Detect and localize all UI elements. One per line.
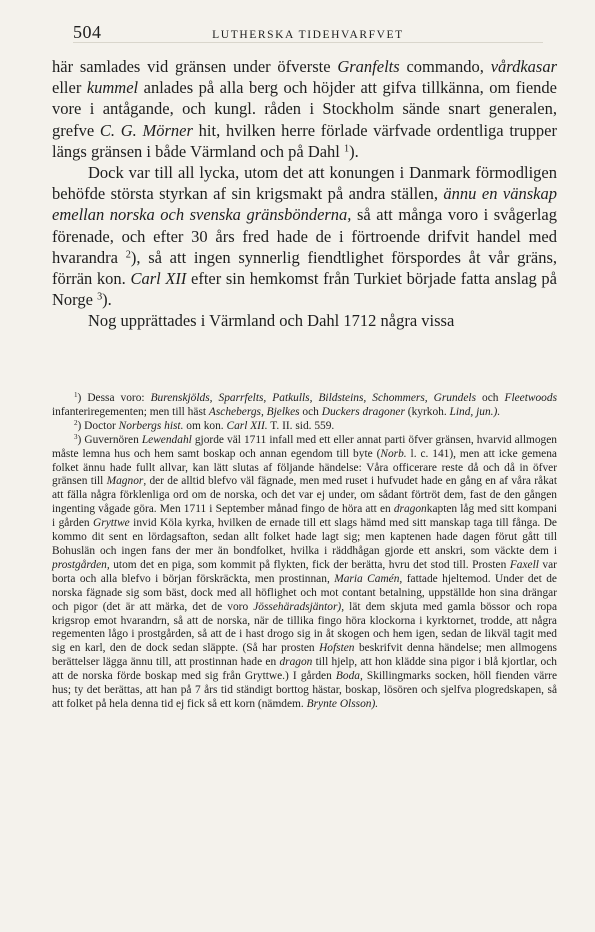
italic-text: Jössehäradsjäntor), xyxy=(253,600,345,613)
italic-text: prostgården, xyxy=(52,558,110,571)
running-title: LUTHERSKA TIDEHVARFVET xyxy=(212,29,404,41)
italic-text: Carl XII. xyxy=(226,419,268,432)
footnote-3 xyxy=(52,434,557,712)
text-run: Nog upprättades i Värmland och Dahl 1712 några vissa xyxy=(88,311,455,331)
text-run: invid Köla kyrka, hvilken de ernade till ett slags hämd med sitt manskap taga till fånga. De kommo dit sent en lördagsafton, sedan allt folket hade lagt sig; men kaptenen hade dagen förut gått till Bohuslän och ingen fans der mer än bondfolket, hvilka i räddhågan gjorde ett anskri, som väckte dem i xyxy=(52,517,557,557)
page-header xyxy=(73,22,543,43)
text-run: och xyxy=(476,392,505,404)
text-run: utom det en piga, som kommit på flykten, fick der berätta, hvru det stod till. Prosten xyxy=(109,558,510,571)
italic-text: dragon xyxy=(279,656,313,669)
footnote-marker: 3 xyxy=(97,291,103,303)
footnote-marker: 2 xyxy=(125,249,131,261)
text-run: och xyxy=(299,405,322,418)
footnote-marker: 1 xyxy=(344,143,350,155)
italic-text: ännu en vänskap emellan norska och svenska gränsbönderna, xyxy=(52,184,557,225)
italic-text: Hofsten xyxy=(319,642,355,655)
italic-text: Gryttwe xyxy=(93,517,130,530)
italic-text: Magnor xyxy=(106,475,144,488)
text-run: eller xyxy=(52,78,87,98)
text-run: efter sin hemkomst från Turkiet började fatta anslag på Norge xyxy=(52,269,557,310)
italic-text: Burenskjölds, Sparrfelts, Patkulls, Bildsteins, Schommers, Grundels xyxy=(150,392,477,404)
text-run: commando, xyxy=(399,57,491,76)
footnote-2 xyxy=(52,420,557,434)
text-run: här samlades vid gränsen under öfverste xyxy=(52,57,338,76)
text-run: ) Dessa voro: xyxy=(77,392,151,404)
italic-text: vårdkasar xyxy=(490,57,557,76)
italic-text: Boda, xyxy=(335,670,363,683)
italic-text: Norbergs hist. xyxy=(118,419,184,432)
italic-text: Granfelts xyxy=(337,57,400,76)
text-run: hit, hvilken herre förlade värfvade ordentliga trupper längs gränsen i både Värmland och på Dahl xyxy=(52,120,557,161)
footnote-marker: 1 xyxy=(74,391,78,400)
text-run: T. II. sid. 559. xyxy=(267,419,335,432)
text-run: ) Doctor xyxy=(77,419,119,432)
text-run: beskrifvit denna händelse; men allmogens berättelser lägga ännu till, att prostinnan hade en xyxy=(52,642,557,669)
footnote-marker: 2 xyxy=(74,418,78,427)
italic-text: Fleetwoods xyxy=(504,392,557,404)
italic-text: Maria Camén, xyxy=(334,572,403,585)
text-run: ). xyxy=(349,141,359,161)
page-number: 504 xyxy=(73,22,102,42)
italic-text: Lind, jun.). xyxy=(449,405,501,418)
text-run: kapten låg med sitt kompani i gården xyxy=(52,503,558,530)
italic-text: Faxell xyxy=(509,558,539,571)
text-run: ). xyxy=(102,290,112,310)
italic-text: Aschebergs, Bjelkes xyxy=(208,405,300,418)
italic-text: C. G. Mörner xyxy=(99,120,193,140)
footnotes xyxy=(52,392,557,712)
italic-text: Norb. xyxy=(380,447,407,460)
text-run: ), så att ingen synnerlig fiendtlighet förspordes åt vår gräns, förrän kon. xyxy=(52,247,557,289)
text-run: l. c. 141), men att icke gemena folket ännu hade fullt allvar, kan lätt slutas af följande händelse: Våra officerare reste då och då in öfver gränsen till xyxy=(52,447,557,488)
text-run: infanteriregementen; men till häst xyxy=(52,405,209,418)
main-text xyxy=(52,56,557,332)
text-run: om kon. xyxy=(183,419,227,432)
italic-text: kummel xyxy=(86,78,139,98)
text-run: Dock var till all lycka, utom det att konungen i Danmark förmodligen behöfde största styrkan af sin krigsmakt på andra ställen, xyxy=(52,163,557,204)
text-run: lät dem skjuta med gamla bössor och ropa krigsrop emot hvarandrn, så att de norska, när de tillika fingo höra klockorna i kyrktornet, trodde, att några regementen lågo i prostgården, så att de i hast drogo sig in åt skogen och hem igen, sedan de likväl tagit med sig en karl, den de dock sedan släppte. (Så har prosten xyxy=(52,600,557,655)
italic-text: Duckers dragoner xyxy=(321,405,405,418)
text-run: fattade hjeltemod. Under det de norska fägnade sig som bäst, dock med all höflighet och mot contant betalning, uppställde hon sina drängar och pigor (det är att märka, det de voro xyxy=(52,572,557,613)
text-run: till hjelp, att hon klädde sina pigor i blå kjortlar, och att de norska förde boskap med sig från Gryttwe.) I gården xyxy=(52,656,557,683)
paragraph-1 xyxy=(52,56,557,162)
text-run: , der de alltid blefvo väl fägnade, men med ruset i hufvudet hade en gång en af våra råkat att fälla några förklenliga ord om de norska, och det var ej under, om sådant förtröt dem, fast de den gången ingenting vågade göra. Men 1711 i September månad fingo de höra att en xyxy=(52,475,557,516)
text-run: var borta och alla blefvo i början förskräckta, men prostinnan, xyxy=(52,558,557,585)
paragraph-2 xyxy=(52,162,557,310)
text-run: anlades på alla berg och höjder att gifva tillkänna, om fiende vore i antågande, och kungl. råden i Stockholm sände snart generalen, grefve xyxy=(52,78,557,140)
italic-text: Brynte Olsson). xyxy=(306,697,379,710)
footnote-marker: 3 xyxy=(74,432,78,441)
paragraph-3 xyxy=(52,310,557,331)
text-run: gjorde väl 1711 infall med ett eller annat parti öfver gränsen, hvarvid allmogen måste lemna hus och hem samt boskap och annan egendom till byte ( xyxy=(52,433,558,460)
text-run: (kyrkoh. xyxy=(404,405,450,418)
italic-text: Lewendahl xyxy=(141,433,192,446)
text-run: Skillingmarks socken, höll fienden värre hus; ty det berättas, att han på 7 års tid ständigt borttog hästar, boskap, lösören och sjelfva plogredskapen, så att folket på hela denna tid ej fick så ett korn (nämdem. xyxy=(52,670,557,710)
footnote-1 xyxy=(52,392,557,420)
italic-text: dragon xyxy=(393,503,427,516)
text-run: ) Guvernören xyxy=(77,433,142,446)
text-run: så att många voro i svågerlag förenade, och efter 30 års fred hade de i förtroende drifvit handel med hvarandra xyxy=(52,205,557,267)
italic-text: Carl XII xyxy=(130,269,187,289)
